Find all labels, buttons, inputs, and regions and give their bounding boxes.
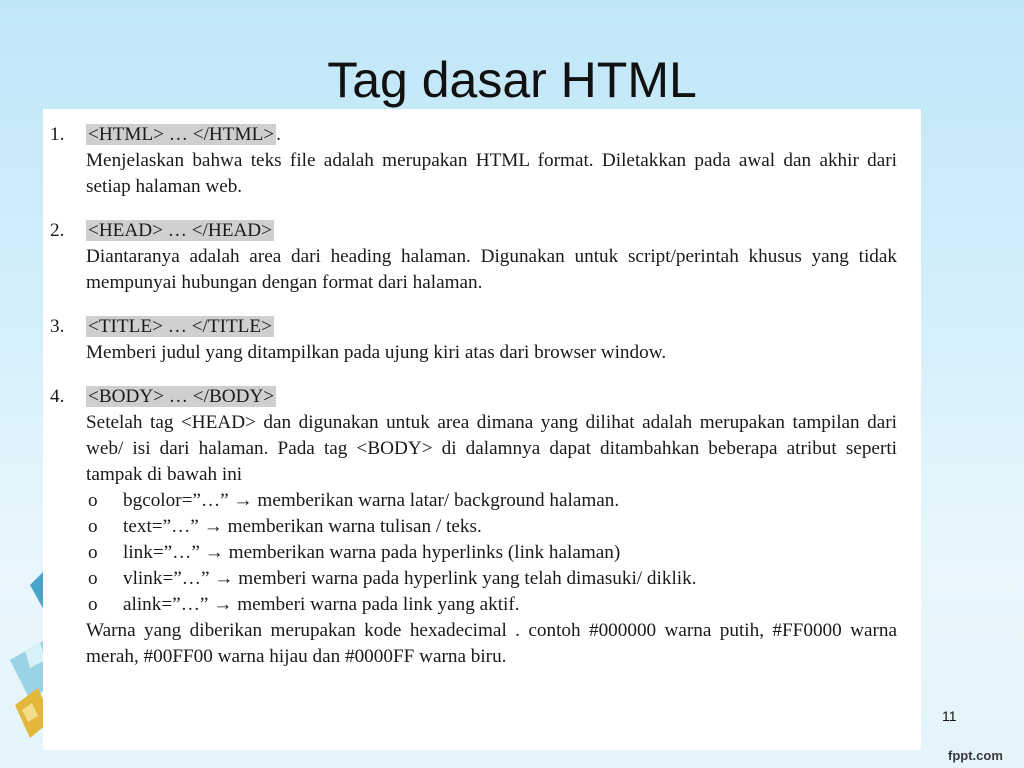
heading-suffix: . <box>276 124 281 145</box>
attribute-text: text=”…” → memberikan warna tulisan / teks. <box>123 516 482 537</box>
attribute-text: vlink=”…” → memberi warna pada hyperlink yang telah dimasuki/ diklik. <box>123 568 697 589</box>
item-number: 3. <box>50 316 65 337</box>
tag-highlight: <TITLE> … </TITLE> <box>88 316 272 337</box>
attribute-text: bgcolor=”…” → memberikan warna latar/ background halaman. <box>123 490 620 511</box>
list-item-title <box>48 314 897 366</box>
slide-title: Tag dasar HTML <box>327 52 697 108</box>
item-heading <box>86 314 897 340</box>
attribute-list <box>86 488 897 618</box>
attribute-text: alink=”…” → memberi warna pada link yang aktif. <box>123 594 520 615</box>
attribute-item <box>86 592 897 618</box>
item-description: Memberi judul yang ditampilkan pada ujung kiri atas dari browser window. <box>86 342 667 363</box>
item-number: 4. <box>50 386 65 407</box>
document-page <box>43 109 921 750</box>
brand-logo-text: fppt.com <box>948 748 1003 763</box>
page-number: 11 <box>942 708 957 724</box>
tag-highlight: <HTML> … </HTML> <box>88 124 275 145</box>
bullet-icon: o <box>88 594 98 615</box>
attribute-item <box>86 540 897 566</box>
attribute-text: link=”…” → memberikan warna pada hyperlinks (link halaman) <box>123 542 621 563</box>
tag-highlight: <BODY> … </BODY> <box>88 386 275 407</box>
item-heading <box>86 218 897 244</box>
bullet-icon: o <box>88 542 98 563</box>
attribute-item <box>86 566 897 592</box>
item-description: Menjelaskan bahwa teks file adalah merupakan HTML format. Diletakkan pada awal dan akhir dari setiap halaman web. <box>86 150 897 197</box>
item-heading <box>86 384 897 410</box>
tag-highlight: <HEAD> … </HEAD> <box>88 220 272 241</box>
bullet-icon: o <box>88 516 98 537</box>
list-item-head <box>48 218 897 296</box>
list-item-body <box>48 384 897 670</box>
attribute-item <box>86 488 897 514</box>
item-number: 2. <box>50 220 65 241</box>
item-footer-note: Warna yang diberikan merupakan kode hexadecimal . contoh #000000 warna putih, #FF0000 warna merah, #00FF00 warna hijau dan #0000FF warna biru. <box>86 620 897 667</box>
item-description: Diantaranya adalah area dari heading halaman. Digunakan untuk script/perintah khusus yang tidak mempunyai hubungan dengan format dari halaman. <box>86 246 897 293</box>
attribute-item <box>86 514 897 540</box>
item-number: 1. <box>50 124 65 145</box>
list-item-html <box>48 122 897 200</box>
item-heading <box>86 122 897 148</box>
bullet-icon: o <box>88 490 98 511</box>
item-description: Setelah tag <HEAD> dan digunakan untuk area dimana yang dilihat adalah merupakan tampilan dari web/ isi dari halaman. Pada tag <BODY> di dalamnya dapat ditambahkan beberapa atribut seperti tampak di bawah ini <box>86 412 897 485</box>
bullet-icon: o <box>88 568 98 589</box>
